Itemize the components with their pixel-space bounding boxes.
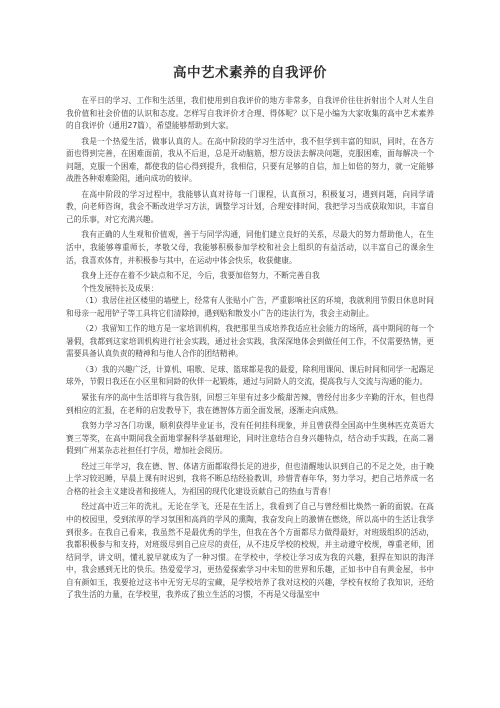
paragraph-intro: 在平日的学习、工作和生活里，我们使用到自我评价的地方非常多，自我评价往往折射出个人对人生自我价值和社会价值的认识和态度。怎样写自我评价才合理、得体呢？以下是小编为大家收集的高中艺术素养的自我评价（通用27篇），希望能够帮助到大家。 (66, 96, 434, 131)
paragraph: 经过三年学习，我在德、智、体诸方面都取得长足的进步，但也清醒地认识到自己的不足之处，由于晚上学习较迟睡，早晨上课有时迟到，我将不断总结经验教训，珍惜青春年华，努力学习，把自己培养成一名合格的社会主义建设者和接班人，为祖国的现代化建设贡献自己的热血与青春！ (66, 461, 434, 496)
paragraph: 我努力学习各门功课，顺利获得毕业证书，没有任何挂科现象，并且曾获得全国高中生奥林匹克英语大赛三等奖，在高中期间我全面地掌握科学基础理论，同时注意结合自身兴趣特点，结合动手实践，在高二暑假到广州某杂志社担任打字员，增加社会阅历。 (66, 421, 434, 456)
paragraph: 我是一个热爱生活，做事认真的人。在高中阶段的学习生活中，我不但学到丰富的知识，同时，在各方面也得到完善，在困难面前，我从不后退，总是开动脑筋，想方设法去解决问题，克服困难，面每解决一个问题，克服一个困难，都使我的信心得到提升，我相信，只要有足够的自信，加上如倍的努力，就一定能够战胜各种艰难险阻，通向成功的彼岸。 (66, 136, 434, 184)
paragraph-item-2: （2）我留知工作的地方是一家培训机构，我把那里当成培养我适应社会能力的场所，高中期间的每一个暑假，我都到这家培训机构进行社会实践，通过社会实践，我深深地体会到做任何工作，不仅需要热情，更需要具备认真负责的精神和与他人合作的团结精神。 (66, 324, 434, 359)
document-title: 高中艺术素养的自我评价 (173, 65, 327, 81)
paragraph: 在高中阶段的学习过程中，我能够认真对待每一门课程，认真预习，积极复习，遇到问题，向同学请教，向老师咨询，我会不断改进学习方法，调整学习计划，合理安排时间，我把学习当成获取知识，丰富自己的乐事，对它充满兴趣。 (66, 189, 434, 224)
paragraph: 经过高中近三年的洗礼，无论在学飞，还是在生活上，我看到了自己与曾经相比焕然一新的面貌。在高中的校园里，受到浓厚的学习氛围和高尚的学风的熏陶，我奋发向上的激情在燃烧，所以高中的生活让我学到很多。在我自己看来，我虽然不是最优秀的学生，但我在各个方面都尽力做得最好，对班级组织的活动，我都积极参与和支持，对班级尽到自己应尽的责任，从不违反学校的校规，并主动遵守校规，尊重老师，团结同学，讲文明，懂礼貌早就成为了一种习惯。在学校中，学校让学习成为我的兴趣，狠捍在知识的海洋中，我会感到无比的快乐。热爱爱学习，更热爱探索学习中未知的世界和乐趣，正如书中自有黄金屋，书中自有颜如玉，我要抢过这书中无穷无尽的宝藏，是学校培养了我对这校的兴趣，学校有权给了我知识，还给了我生活的力量，在学校里，我养成了独立生活的习惯，不再是父母温室中 (66, 502, 434, 600)
paragraph-subheading: 个性发展特长及成果： (81, 283, 159, 293)
paragraph: 紧张有序的高中生活即将与我告别，回想三年里有过多少酸甜苦辣，曾经付出多少辛勤的汗水，但也得到相应的汇报，在老师的启发教导下，我在德智体方面全面发展，逐渐走向成熟。 (66, 393, 434, 415)
paragraph-item-3: （3）我的兴趣广泛，计算机、唱歌、足球、篮球都是我的最爱，除利用课间、课后时间和同学一起踢足球外，节假日我还在小区里和同龄的伙伴一起锻炼，通过与同龄人的交流，提高我与人交流与沟通的能力。 (66, 364, 434, 387)
paragraph-item-1: （1）我居住社区楼里的墙壁上，经常有人张贴小广告，严重影响社区的环境，我就利用节假日休息时间和母亲一起用铲子等工具将它们清除掉，遇到贴和散发小广告的违法行为，我会主动制止。 (66, 296, 434, 318)
paragraph: 我身上还存在着不少缺点和不足，今后，我要加倍努力，不断完善自我 (81, 271, 320, 281)
paragraph: 我有正确的人生观和价值观，善于与同学沟通，同他们建立良好的关系，尽最大的努力帮助他人，在生活中，我能够尊重师长，孝敬父母，我能够积极参加学校和社会上组织的有益活动，以丰富自己的课余生活，我喜欢体育，并积极参与其中，在运动中体会快乐，收获健康。 (66, 230, 434, 265)
